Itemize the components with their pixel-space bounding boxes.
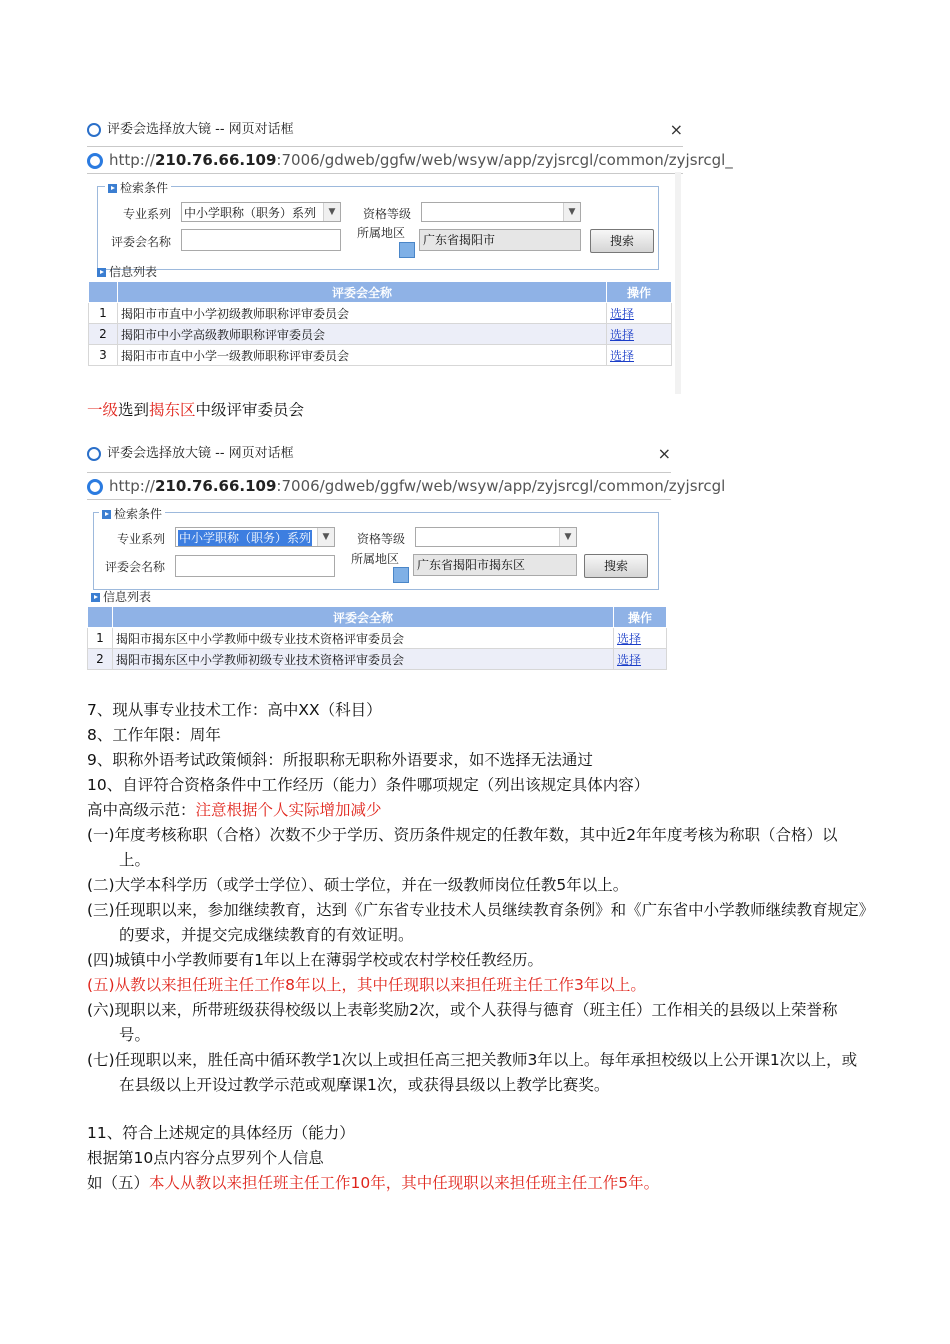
chevron-down-icon: ▼	[563, 203, 580, 221]
example-heading: 高中高级示范：注意根据个人实际增加减少	[87, 801, 382, 819]
condition-7: (七)任现职以来，胜任高中循环教学1次以上或担任高三把关教师3年以上。每年承担校级以上公开课1次以上，或在县级以上开设过教学示范或观摩课1次，或获得县级以上教学比赛奖。	[87, 1051, 858, 1094]
ie-icon	[87, 447, 101, 461]
row-name: 揭阳市市直中小学初级教师职称评审委员会	[118, 303, 607, 324]
close-icon[interactable]: ×	[657, 444, 671, 463]
select-link[interactable]: 选择	[607, 345, 672, 366]
level-select[interactable]	[421, 202, 581, 222]
table-row	[88, 649, 667, 670]
item-10: 10、自评符合资格条件中工作经历（能力）条件哪项规定（列出该规定具体内容）	[87, 776, 650, 794]
url-prefix: http://	[109, 151, 155, 169]
caption: 一级选到揭东区中级评审委员会	[87, 401, 305, 419]
condition-3: (三)任现职以来，参加继续教育，达到《广东省专业技术人员继续教育条例》和《广东省中小学教师继续教育规定》的要求，并提交完成继续教育的有效证明。	[87, 901, 867, 944]
series-label: 专业系列	[123, 207, 172, 221]
condition-6: (六)现职以来，所带班级获得校级以上表彰奖励2次，或个人获得与德育（班主任）工作相关的县级以上荣誉称号。	[87, 1001, 838, 1044]
condition-5: (五)从教以来担任班主任工作8年以上，其中任现职以来担任班主任工作3年以上。	[87, 976, 646, 994]
table-row	[89, 324, 672, 345]
region-field: 广东省揭阳市	[419, 229, 581, 251]
expand-arrow-icon[interactable]	[97, 268, 106, 277]
committee-table	[87, 606, 667, 670]
select-link[interactable]: 选择	[607, 324, 672, 345]
dialog-1	[87, 118, 733, 394]
table-row	[89, 345, 672, 366]
item-11-note: 根据第10点内容分点罗列个人信息	[87, 1149, 324, 1167]
expand-arrow-icon[interactable]	[102, 510, 111, 519]
ie-icon	[87, 123, 101, 137]
ie-globe-icon	[87, 479, 103, 495]
condition-1: (一)年度考核称职（合格）次数不少于学历、资历条件规定的任教年数，其中近2年年度考核为称职（合格）以上。	[87, 826, 838, 869]
col-op-header: 操作	[614, 607, 667, 628]
expand-arrow-icon[interactable]	[108, 184, 117, 193]
item-7: 7、现从事专业技术工作：高中XX（科目）	[87, 701, 382, 719]
dialog-1-title: 评委会选择放大镜 -- 网页对话框	[107, 122, 294, 137]
item-11: 11、符合上述规定的具体经历（能力）	[87, 1124, 355, 1142]
ie-globe-icon	[87, 153, 103, 169]
row-index: 1	[89, 303, 118, 324]
region-field: 广东省揭阳市揭东区	[413, 554, 577, 576]
item-8: 8、工作年限：周年	[87, 726, 221, 744]
expand-arrow-icon[interactable]	[91, 593, 100, 602]
region-picker-icon[interactable]	[393, 567, 409, 583]
select-link[interactable]: 选择	[607, 303, 672, 324]
name-label: 评委会名称	[111, 235, 172, 249]
url-host: 210.76.66.109	[154, 151, 277, 169]
scrollbar[interactable]	[675, 172, 681, 394]
row-index: 2	[89, 324, 118, 345]
row-name: 揭阳市中小学高级教师职称评审委员会	[118, 324, 607, 345]
level-label: 资格等级	[357, 532, 406, 546]
chevron-down-icon: ▼	[317, 528, 334, 546]
select-link[interactable]: 选择	[614, 628, 667, 649]
row-index: 2	[88, 649, 113, 670]
url-path: :7006/gdweb/ggfw/web/wsyw/app/zyjsrcgl/common/zyjsrcgl	[276, 477, 726, 495]
level-select[interactable]	[415, 527, 577, 547]
search-button[interactable]: 搜索	[590, 229, 654, 253]
level-label: 资格等级	[363, 207, 412, 221]
col-name-header: 评委会全称	[113, 607, 614, 628]
condition-2: (二)大学本科学历（或学士学位）、硕士学位，并在一级教师岗位任教5年以上。	[87, 876, 629, 894]
address-bar[interactable]	[87, 472, 726, 500]
url-path: :7006/gdweb/ggfw/web/wsyw/app/zyjsrcgl/common/zyjsrcgl_	[276, 151, 733, 169]
search-button[interactable]: 搜索	[584, 554, 648, 578]
list-section-label: 信息列表	[91, 588, 151, 605]
dialog-2	[87, 442, 726, 688]
region-picker-icon[interactable]	[399, 242, 415, 258]
dialog-2-title: 评委会选择放大镜 -- 网页对话框	[107, 446, 294, 461]
search-legend: 检索条件	[99, 505, 165, 522]
name-input[interactable]	[175, 555, 335, 577]
col-op-header: 操作	[607, 282, 672, 303]
series-label: 专业系列	[117, 532, 166, 546]
name-input[interactable]	[181, 229, 341, 251]
select-link[interactable]: 选择	[614, 649, 667, 670]
chevron-down-icon: ▼	[559, 528, 576, 546]
table-row	[89, 303, 672, 324]
row-name: 揭阳市揭东区中小学教师初级专业技术资格评审委员会	[113, 649, 614, 670]
url-prefix: http://	[109, 477, 155, 495]
region-label: 所属地区	[357, 226, 406, 240]
committee-table	[88, 281, 672, 366]
col-index	[89, 282, 118, 303]
item-9: 9、职称外语考试政策倾斜：所报职称无职称外语要求，如不选择无法通过	[87, 751, 593, 769]
table-row	[88, 628, 667, 649]
name-label: 评委会名称	[105, 560, 166, 574]
row-index: 3	[89, 345, 118, 366]
series-select[interactable]: 中小学职称（职务）系列 ▼	[181, 202, 341, 222]
url-host: 210.76.66.109	[154, 477, 277, 495]
series-select[interactable]: 中小学职称（职务）系列 ▼	[175, 527, 335, 547]
dialog-1-titlebar	[87, 118, 683, 142]
example-2: 如（五）本人从教以来担任班主任工作10年，其中任现职以来担任班主任工作5年。	[87, 1174, 660, 1192]
region-label: 所属地区	[351, 552, 400, 566]
dialog-2-titlebar	[87, 442, 671, 466]
condition-list	[87, 823, 867, 1098]
col-index	[88, 607, 113, 628]
chevron-down-icon: ▼	[323, 203, 340, 221]
row-name: 揭阳市市直中小学一级教师职称评审委员会	[118, 345, 607, 366]
list-section-label: 信息列表	[97, 263, 157, 280]
condition-4: (四)城镇中小学教师要有1年以上在薄弱学校或农村学校任教经历。	[87, 951, 543, 969]
address-bar[interactable]	[87, 146, 733, 174]
close-icon[interactable]: ×	[669, 120, 683, 139]
row-name: 揭阳市揭东区中小学教师中级专业技术资格评审委员会	[113, 628, 614, 649]
row-index: 1	[88, 628, 113, 649]
search-legend: 检索条件	[105, 179, 171, 196]
col-name-header: 评委会全称	[118, 282, 607, 303]
